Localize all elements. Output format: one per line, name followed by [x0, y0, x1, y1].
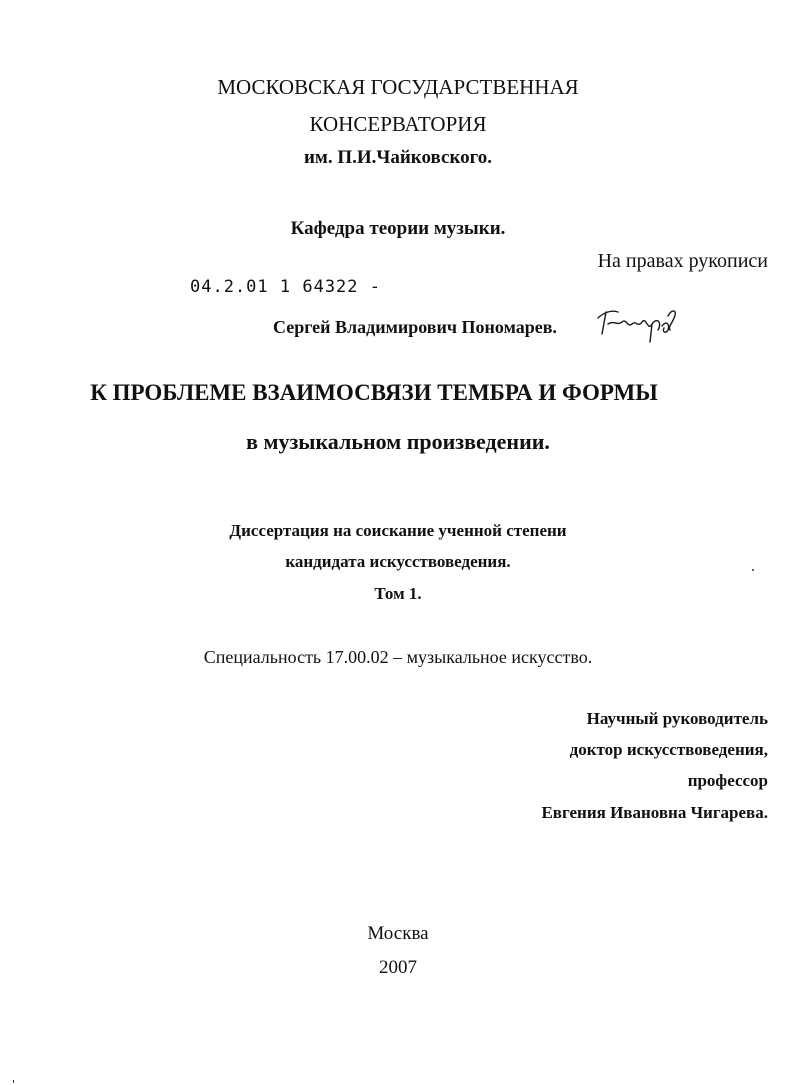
institution-line-1: МОСКОВСКАЯ ГОСУДАРСТВЕННАЯ	[217, 75, 579, 99]
supervisor-name: Евгения Ивановна Чигарева.	[541, 803, 768, 822]
title-line-1: К ПРОБЛЕМЕ ВЗАИМОСВЯЗИ ТЕМБРА И ФОРМЫ	[90, 380, 658, 405]
volume: Том 1.	[374, 584, 422, 603]
scan-speck	[752, 569, 754, 571]
degree-line-2: кандидата искусствоведения.	[285, 552, 511, 571]
degree-line-1: Диссертация на соискание ученной степени	[229, 521, 567, 540]
supervisor-role: Научный руководитель	[586, 709, 768, 728]
supervisor-rank: профессор	[687, 771, 768, 790]
registry-number: 04.2.01 1 64322 -	[190, 277, 381, 297]
scan-speck-corner	[13, 1080, 14, 1083]
institution-line-3: им. П.И.Чайковского.	[303, 147, 493, 168]
signature-image	[592, 302, 682, 344]
supervisor-degree: доктор искусствоведения,	[569, 740, 768, 759]
author-name: Сергей Владимирович Пономарев.	[273, 317, 557, 337]
city: Москва	[367, 923, 429, 944]
specialty: Специальность 17.00.02 – музыкальное искусство.	[203, 647, 593, 667]
year: 2007	[379, 957, 417, 978]
manuscript-note: На правах рукописи	[597, 250, 768, 272]
institution-line-2: КОНСЕРВАТОРИЯ	[309, 112, 487, 136]
title-line-2: в музыкальном произведении.	[246, 429, 550, 454]
department: Кафедра теории музыки.	[290, 218, 506, 239]
